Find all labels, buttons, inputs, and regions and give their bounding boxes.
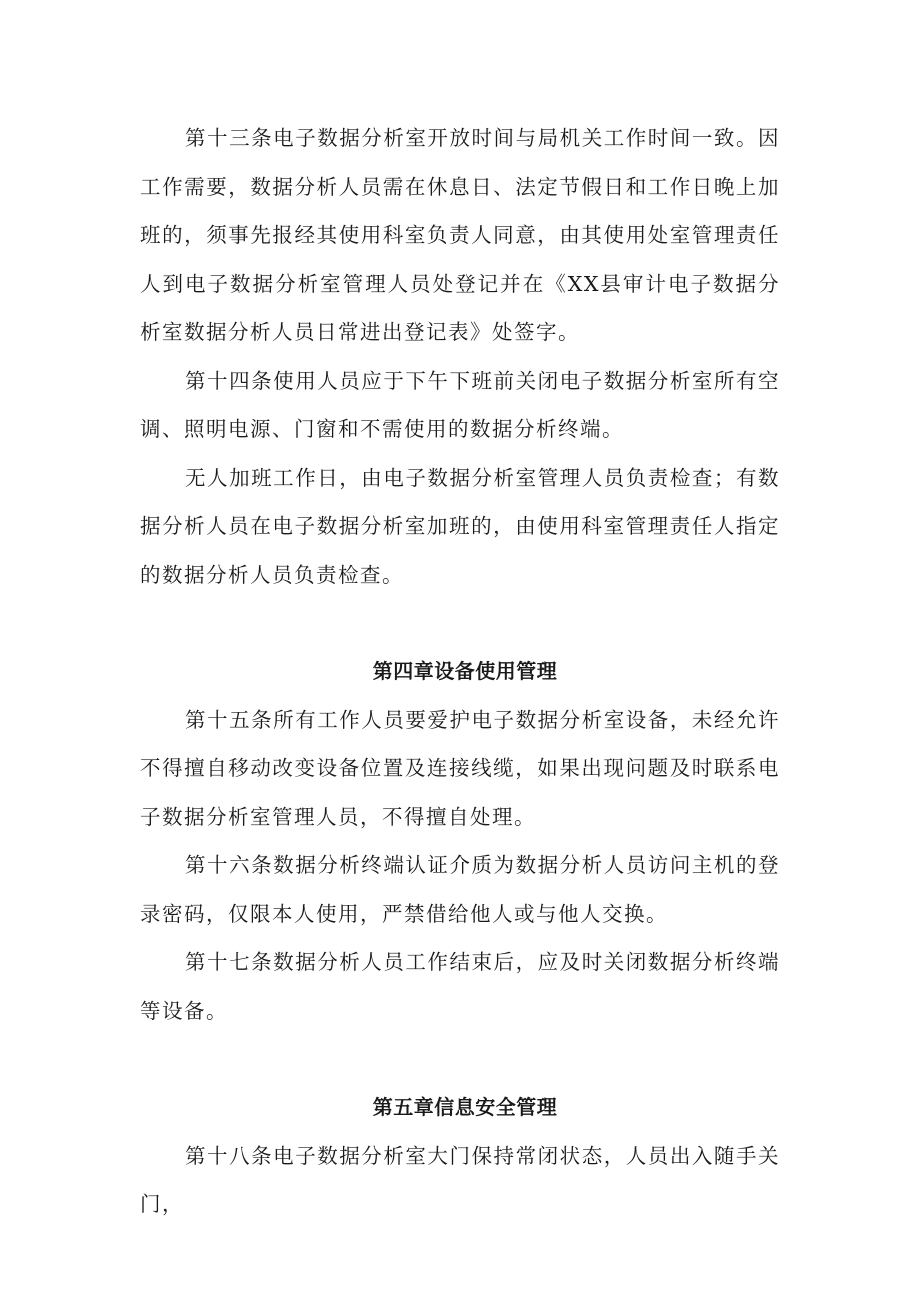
inspection-paragraph: 无人加班工作日，由电子数据分析室管理人员负责检查；有数据分析人员在电子数据分析室加班的，由使用科室管理责任人指定的数据分析人员负责检查。 [140,465,780,587]
article-16-paragraph: 第十六条数据分析终端认证介质为数据分析人员访问主机的登录密码，仅限本人使用，严禁借给他人或与他人交换。 [140,853,780,926]
chapter-5-heading: 第五章信息安全管理 [372,1095,558,1119]
article-13-paragraph: 第十三条电子数据分析室开放时间与局机关工作时间一致。因工作需要，数据分析人员需在休息日、法定节假日和工作日晚上加班的，须事先报经其使用科室负责人同意，由其使用处室管理责任人到电子数据分析室管理人员处登记并在《XX县审计电子数据分析室数据分析人员日常进出登记表》处签字。 [140,126,780,344]
section-spacer [0,1035,920,1083]
section-spacer [0,599,920,647]
article-14-paragraph: 第十四条使用人员应于下午下班前关闭电子数据分析室所有空调、照明电源、门窗和不需使用的数据分析终端。 [140,368,780,441]
article-18-paragraph: 第十八条电子数据分析室大门保持常闭状态，人员出入随手关门， [140,1143,780,1216]
chapter-4-heading: 第四章设备使用管理 [372,659,558,683]
article-17-paragraph: 第十七条数据分析人员工作结束后，应及时关闭数据分析终端等设备。 [140,950,780,1023]
article-15-paragraph: 第十五条所有工作人员要爱护电子数据分析室设备，未经允许不得擅自移动改变设备位置及连接线缆，如果出现问题及时联系电子数据分析室管理人员，不得擅自处理。 [140,707,780,829]
